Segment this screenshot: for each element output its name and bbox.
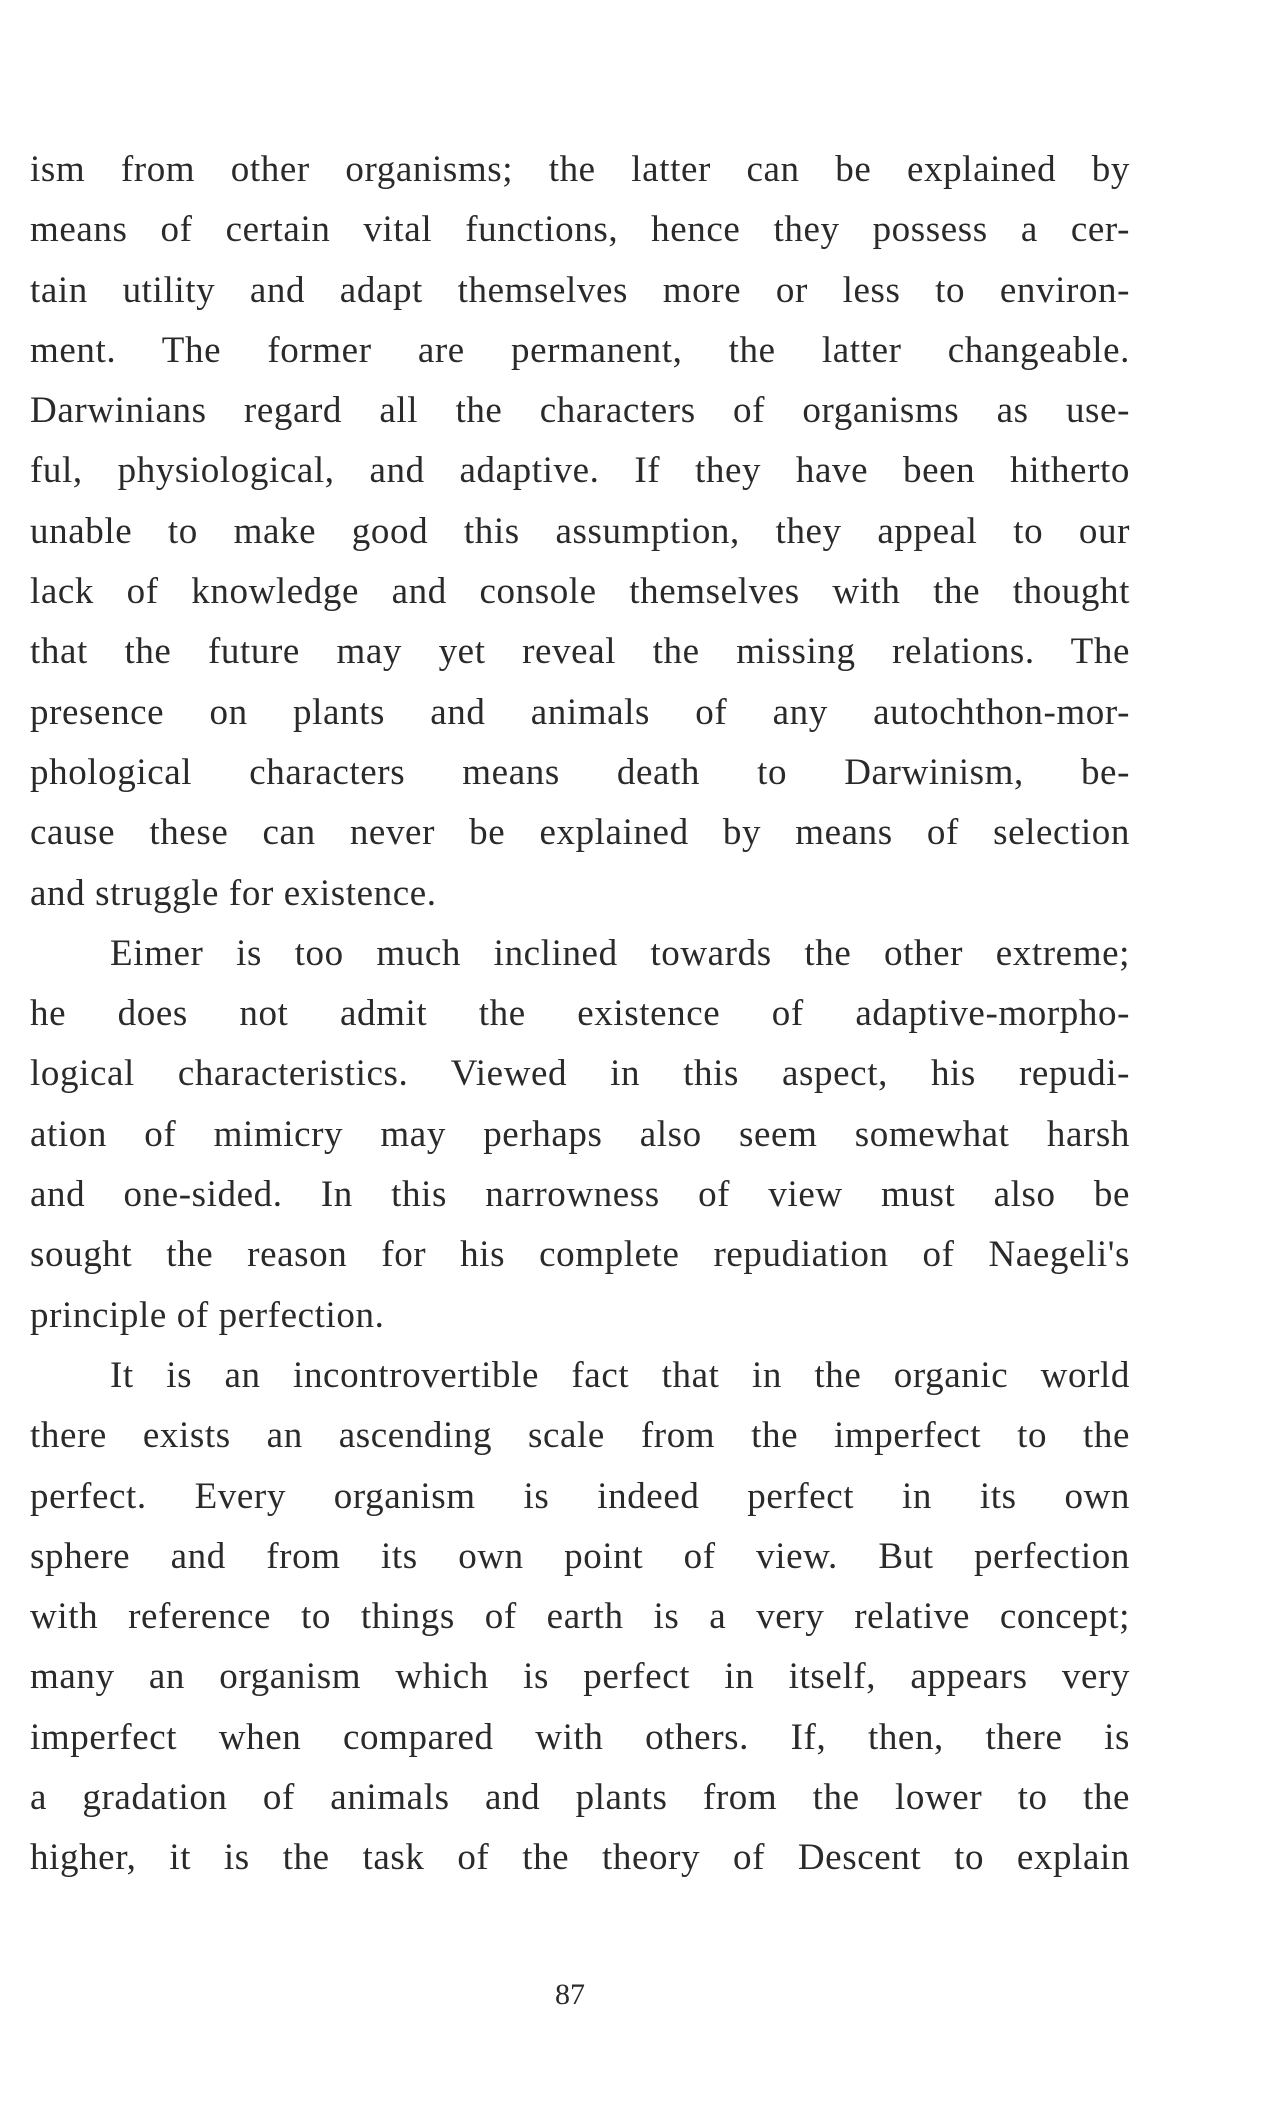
- text-line: means of certain vital functions, hence they possess a cer-: [30, 209, 1130, 251]
- text-line: Darwinians regard all the characters of organisms as use-: [30, 390, 1130, 432]
- text-line: unable to make good this assumption, they appeal to our: [30, 510, 1130, 552]
- page-body: [30, 140, 1130, 1889]
- text-line: imperfect when compared with others. If, then, there is: [30, 1716, 1130, 1758]
- text-line: ism from other organisms; the latter can be explained by: [30, 149, 1130, 190]
- text-line: sphere and from its own point of view. But perfection: [30, 1535, 1130, 1577]
- text-line: he does not admit the existence of adaptive-morpho-: [30, 993, 1130, 1035]
- text-line: logical characteristics. Viewed in this aspect, his repudi-: [30, 1053, 1130, 1095]
- page-number: 87: [555, 1978, 585, 2011]
- paragraph-first-line: It is an incontrovertible fact that in the organic world: [110, 1354, 1130, 1396]
- text-line: there exists an ascending scale from the imperfect to the: [30, 1415, 1130, 1457]
- text-line: that the future may yet reveal the missing relations. The: [30, 631, 1130, 673]
- text-line: many an organism which is perfect in itself, appears very: [30, 1656, 1130, 1698]
- paragraph-end-line: and struggle for existence.: [30, 872, 437, 914]
- paragraph-end-line: principle of perfection.: [30, 1294, 385, 1336]
- text-line: with reference to things of earth is a very relative concept;: [30, 1596, 1130, 1638]
- text-line: phological characters means death to Darwinism, be-: [30, 751, 1130, 793]
- text-line: ation of mimicry may perhaps also seem somewhat harsh: [30, 1113, 1130, 1155]
- text-line: presence on plants and animals of any autochthon-mor-: [30, 691, 1130, 733]
- text-line: sought the reason for his complete repudiation of Naegeli's: [30, 1234, 1130, 1276]
- text-line: ment. The former are permanent, the latter changeable.: [30, 329, 1130, 371]
- text-line: and one-sided. In this narrowness of view must also be: [30, 1174, 1130, 1216]
- text-line: ful, physiological, and adaptive. If they have been hitherto: [30, 450, 1130, 492]
- text-line: tain utility and adapt themselves more or less to environ-: [30, 269, 1130, 311]
- text-line: cause these can never be explained by means of selection: [30, 812, 1130, 854]
- text-line: a gradation of animals and plants from the lower to the: [30, 1777, 1130, 1819]
- paragraph-first-line: Eimer is too much inclined towards the other extreme;: [110, 932, 1130, 974]
- text-line: higher, it is the task of the theory of Descent to explain: [30, 1837, 1130, 1879]
- text-line: perfect. Every organism is indeed perfect in its own: [30, 1475, 1130, 1517]
- text-line: lack of knowledge and console themselves with the thought: [30, 571, 1130, 613]
